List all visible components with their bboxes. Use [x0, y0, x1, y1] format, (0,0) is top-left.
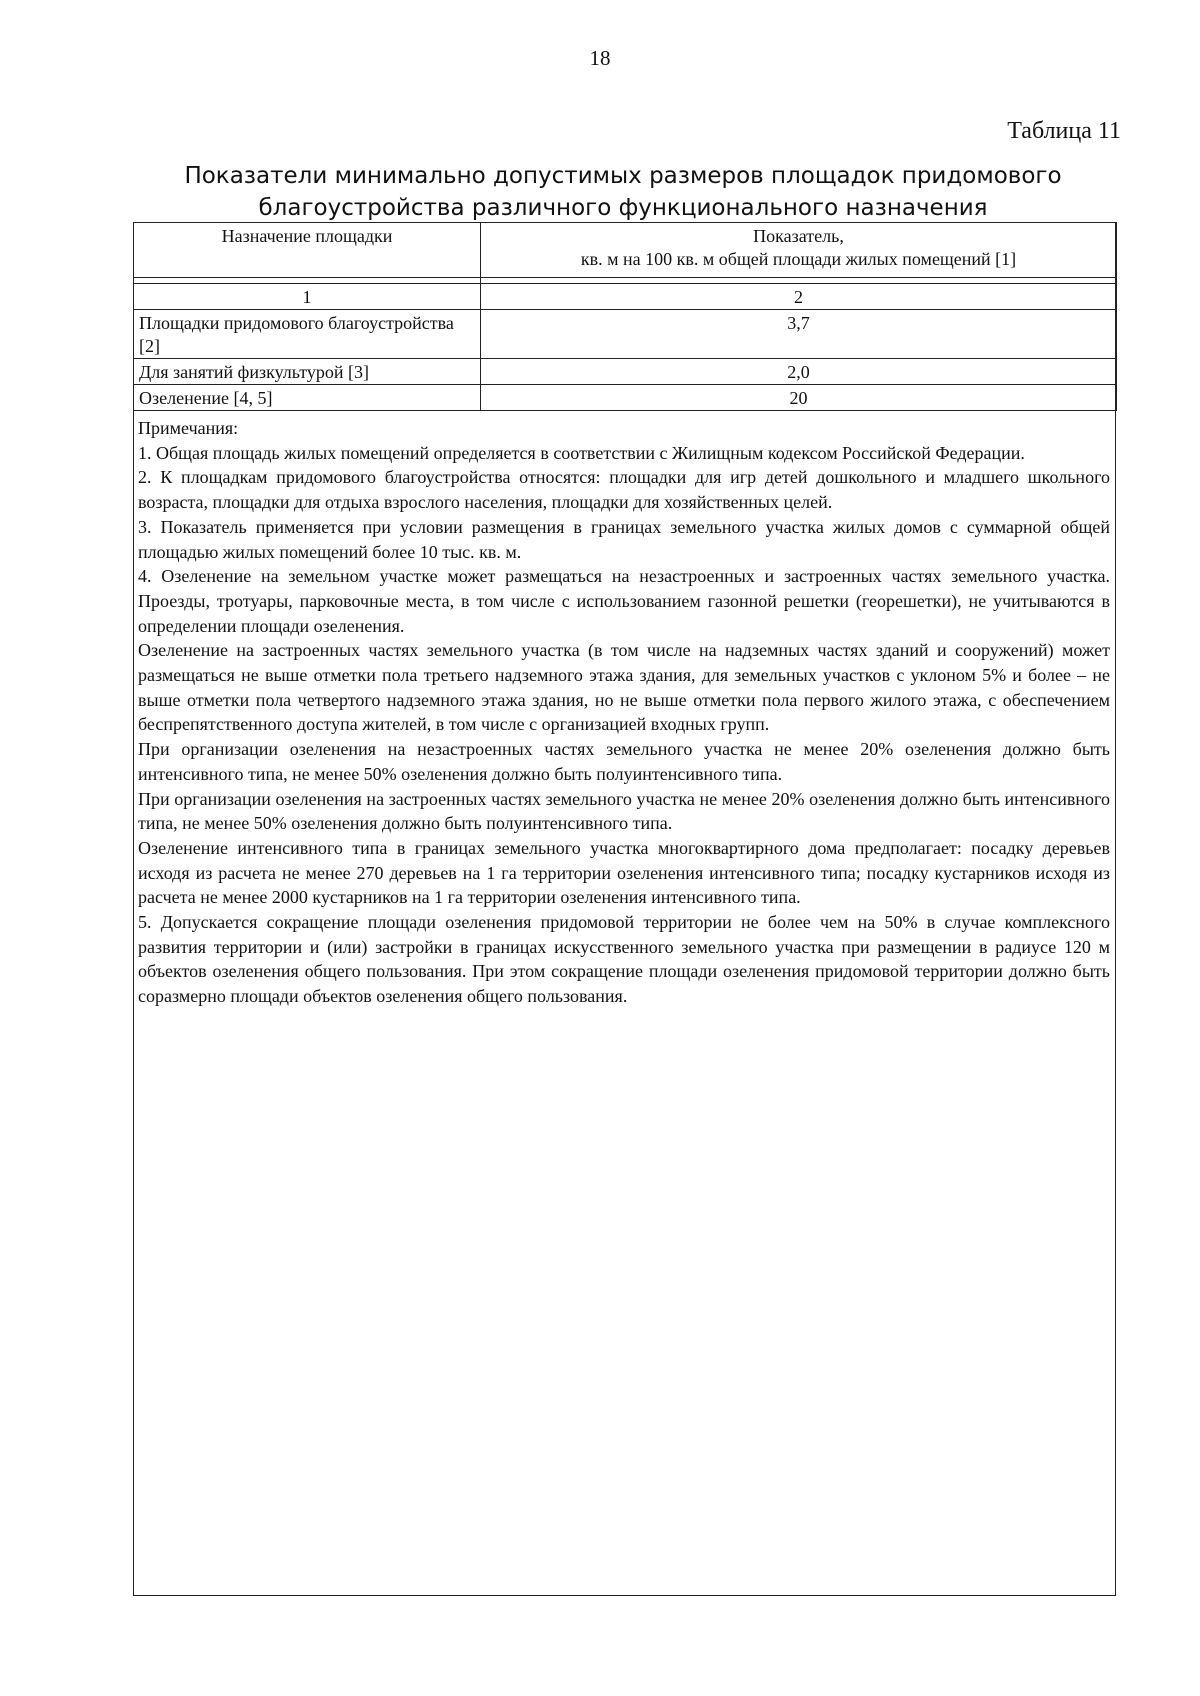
row-value: 20	[481, 385, 1117, 411]
row-value: 2,0	[481, 359, 1117, 385]
page-number: 18	[589, 46, 611, 70]
table-row	[134, 359, 1117, 385]
indicators-table	[133, 222, 1117, 411]
row-name: Для занятий физкультурой [3]	[134, 359, 481, 385]
header-indicator	[481, 223, 1117, 278]
note-paragraph: 4. Озеленение на земельном участке может размещаться на незастроенных и застроенных частях земельного участка. Проезды, тротуары, парковочные места, в том числе с использованием газонной решетки (георешетки), не учитываются в определении площади озеленения.	[138, 566, 1110, 636]
header-indicator-unit: кв. м на 100 кв. м общей площади жилых помещений [1]	[580, 249, 1017, 269]
notes-heading: Примечания:	[138, 418, 239, 438]
row-value: 3,7	[481, 310, 1117, 359]
note-paragraph: 3. Показатель применяется при условии размещения в границах земельного участка жилых домов с суммарной общей площадью жилых помещений более 10 тыс. кв. м.	[138, 516, 1110, 562]
notes-section	[138, 416, 1110, 1009]
column-number-2: 2	[481, 284, 1117, 310]
table-title: Показатели минимально допустимых размеров площадок придомового благоустройства различного функционального назначения	[184, 163, 1062, 221]
column-number-row	[134, 284, 1117, 310]
column-number-1: 1	[134, 284, 481, 310]
row-name: Озеленение [4, 5]	[134, 385, 481, 411]
note-paragraph: При организации озеленения на застроенных частях земельного участка не менее 20% озеленения должно быть интенсивного типа, не менее 50% озеленения должно быть полуинтенсивного типа.	[138, 788, 1110, 834]
header-purpose: Назначение площадки	[134, 223, 481, 278]
table-row	[134, 310, 1117, 359]
note-paragraph: Озеленение на застроенных частях земельного участка (в том числе на надземных частях зданий и сооружений) может размещаться не выше отметки пола третьего надземного этажа здания, для земельных участков с уклоном 5% и более – не выше отметки пола четвертого надземного этажа здания, но не выше отметки пола первого жилого этажа, с обеспечением беспрепятственного доступа жителей, в том числе с организацией входных групп.	[138, 640, 1110, 735]
table-header-row	[134, 223, 1117, 278]
row-name: Площадки придомового благоустройства [2]	[134, 310, 481, 359]
table-label: Таблица 11	[1007, 118, 1121, 144]
header-indicator-title: Показатель,	[753, 226, 844, 246]
table-row	[134, 385, 1117, 411]
note-paragraph: Озеленение интенсивного типа в границах земельного участка многоквартирного дома предполагает: посадку деревьев исходя из расчета не менее 270 деревьев на 1 га территории озеленения интенсивного типа; посадку кустарников исходя из расчета не менее 2000 кустарников на 1 га территории озеленения интенсивного типа.	[138, 837, 1110, 908]
note-paragraph: 5. Допускается сокращение площади озеленения придомовой территории не более чем на 50% в случае комплексного развития территории и (или) застройки в границах искусственного земельного участка при размещении в радиусе 120 м объектов озеленения общего пользования. При этом сокращение площади озеленения придомовой территории должно быть соразмерно площади объектов озеленения общего пользования.	[138, 912, 1110, 1007]
note-paragraph: 2. К площадкам придомового благоустройства относятся: площадки для игр детей дошкольного и младшего школьного возраста, площадки для отдыха взрослого населения, площадки для хозяйственных целей.	[138, 467, 1110, 513]
note-paragraph: 1. Общая площадь жилых помещений определяется в соответствии с Жилищным кодексом Российской Федерации.	[138, 442, 1025, 463]
note-paragraph: При организации озеленения на незастроенных частях земельного участка не менее 20% озеленения должно быть интенсивного типа, не менее 50% озеленения должно быть полуинтенсивного типа.	[138, 739, 1110, 784]
